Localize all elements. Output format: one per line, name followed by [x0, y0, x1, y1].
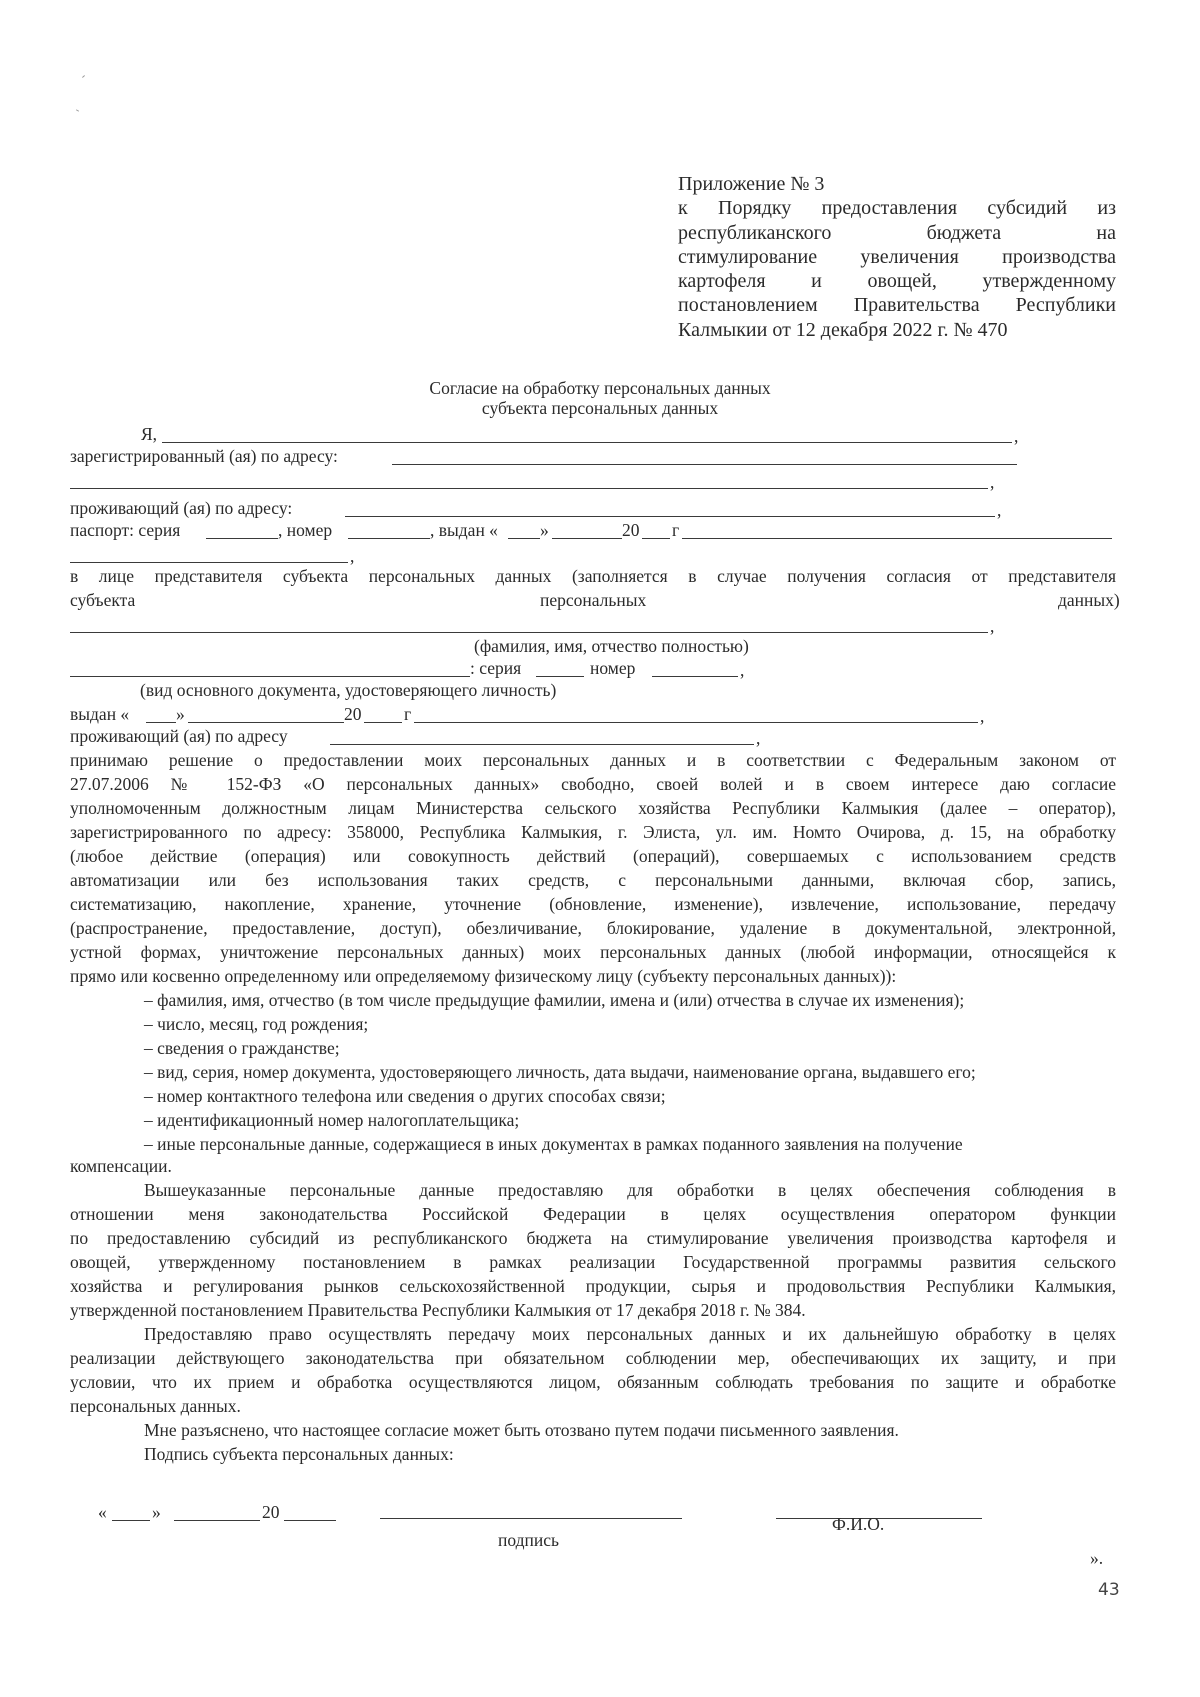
appendix-header — [678, 172, 1116, 342]
doc-caption: (вид основного документа, удостоверяющего личность) — [140, 680, 557, 700]
comma: , — [990, 616, 995, 636]
appendix-line: картофеля и овощей, утвержденному — [678, 270, 1116, 293]
list-item: – число, месяц, год рождения; — [144, 1014, 369, 1034]
rep-issuer-field[interactable] — [414, 722, 978, 723]
appendix-line: постановлением Правительства Республики — [678, 294, 1116, 317]
representative-line-2c: данных) — [1058, 590, 1120, 610]
registered-address-field-2[interactable] — [70, 488, 988, 489]
list-item: – фамилия, имя, отчество (в том числе предыдущие фамилии, имена и (или) отчества в случае их изменения); — [144, 990, 965, 1010]
rep-series-field[interactable] — [536, 676, 584, 677]
representative-line-2a: субъекта — [70, 590, 136, 610]
sign-month-field[interactable] — [174, 1520, 260, 1521]
comma: , — [997, 500, 1002, 520]
document-title: Согласие на обработку персональных данных субъекта персональных данных — [429, 378, 771, 418]
passport-day-field[interactable] — [508, 538, 540, 539]
passport-issued-label: , выдан « — [430, 520, 498, 540]
rep-issued-label: выдан « — [70, 704, 130, 724]
comma: , — [350, 546, 355, 566]
scan-speck — [76, 109, 79, 111]
appendix-line: к Порядку предоставления субсидий из — [678, 197, 1116, 220]
fio-signature-caption: Ф.И.О. — [832, 1514, 885, 1534]
rep-residing-field[interactable] — [330, 744, 754, 745]
sign-day-field[interactable] — [112, 1520, 150, 1521]
appendix-line: Приложение № 3 — [678, 173, 825, 195]
representative-fio-field[interactable] — [70, 632, 988, 633]
page-number: 43 — [1098, 1580, 1120, 1600]
representative-line: в лице представителя субъекта персональных данных (заполняется в случае получения согласия от представителя — [70, 566, 1116, 586]
list-item: – иные персональные данные, содержащиеся в иных документах в рамках поданного заявления на получение — [144, 1134, 963, 1154]
registered-address-field[interactable] — [392, 464, 1017, 465]
comma: , — [740, 660, 745, 680]
rep-month-field[interactable] — [188, 722, 344, 723]
ya-label: Я, — [141, 424, 158, 444]
passport-issuer-field-2[interactable] — [70, 562, 348, 563]
passport-month-field[interactable] — [552, 538, 622, 539]
passport-series-label: паспорт: серия — [70, 520, 181, 540]
list-item: – вид, серия, номер документа, удостоверяющего личность, дата выдачи, наименование органа, выдавшего его; — [144, 1062, 976, 1082]
appendix-line: стимулирование увеличения производства — [678, 245, 1116, 268]
year-prefix: 20 — [344, 704, 362, 724]
comma: , — [1014, 426, 1019, 446]
revocation-note: Мне разъяснено, что настоящее согласие может быть отозвано путем подачи письменного заявления. — [144, 1420, 899, 1440]
year-prefix: 20 — [622, 520, 640, 540]
appendix-line: Калмыкии от 12 декабря 2022 г. № 470 — [678, 318, 1008, 341]
signature-intro: Подпись субъекта персональных данных: — [144, 1444, 454, 1464]
registered-address-label: зарегистрированный (ая) по адресу: — [70, 446, 338, 466]
residing-address-label: проживающий (ая) по адресу: — [70, 498, 293, 518]
residing-address-field[interactable] — [345, 516, 995, 517]
passport-number-label: , номер — [278, 520, 333, 540]
year-suffix: г — [672, 520, 680, 540]
sign-date-open: « — [98, 1502, 107, 1522]
representative-line-2b: персональных — [540, 590, 647, 610]
passport-series-field[interactable] — [206, 538, 278, 539]
signature-field[interactable] — [380, 1518, 682, 1519]
quote-close: » — [540, 520, 549, 540]
rep-series-label: : серия — [470, 658, 522, 678]
quote-close: » — [176, 704, 185, 724]
closing-quote: ». — [1090, 1548, 1104, 1568]
list-item: – сведения о гражданстве; — [144, 1038, 340, 1058]
comma: , — [756, 728, 761, 748]
comma: , — [980, 706, 985, 726]
fullname-field[interactable] — [162, 442, 1012, 443]
comma: , — [990, 472, 995, 492]
rep-day-field[interactable] — [146, 722, 176, 723]
sign-year-field[interactable] — [284, 1520, 336, 1521]
appendix-line: республиканского бюджета на — [678, 221, 1116, 244]
rep-number-field[interactable] — [652, 676, 738, 677]
rep-number-label: номер — [590, 658, 636, 678]
signature-caption: подпись — [498, 1530, 559, 1550]
sign-year-prefix: 20 — [262, 1502, 280, 1522]
passport-number-field[interactable] — [348, 538, 430, 539]
year-suffix: г — [404, 704, 412, 724]
sign-date-close: » — [152, 1502, 161, 1522]
passport-issuer-field[interactable] — [682, 538, 1112, 539]
list-item-tail: компенсации. — [70, 1156, 172, 1176]
scan-speck — [82, 75, 85, 78]
list-item: – номер контактного телефона или сведения о других способах связи; — [144, 1086, 666, 1106]
list-item: – идентификационный номер налогоплательщика; — [144, 1110, 520, 1130]
rep-year-field[interactable] — [364, 722, 402, 723]
fio-caption: (фамилия, имя, отчество полностью) — [474, 636, 749, 656]
rep-document-field[interactable] — [70, 676, 470, 677]
rep-residing-label: проживающий (ая) по адресу — [70, 726, 288, 746]
passport-year-field[interactable] — [642, 538, 670, 539]
